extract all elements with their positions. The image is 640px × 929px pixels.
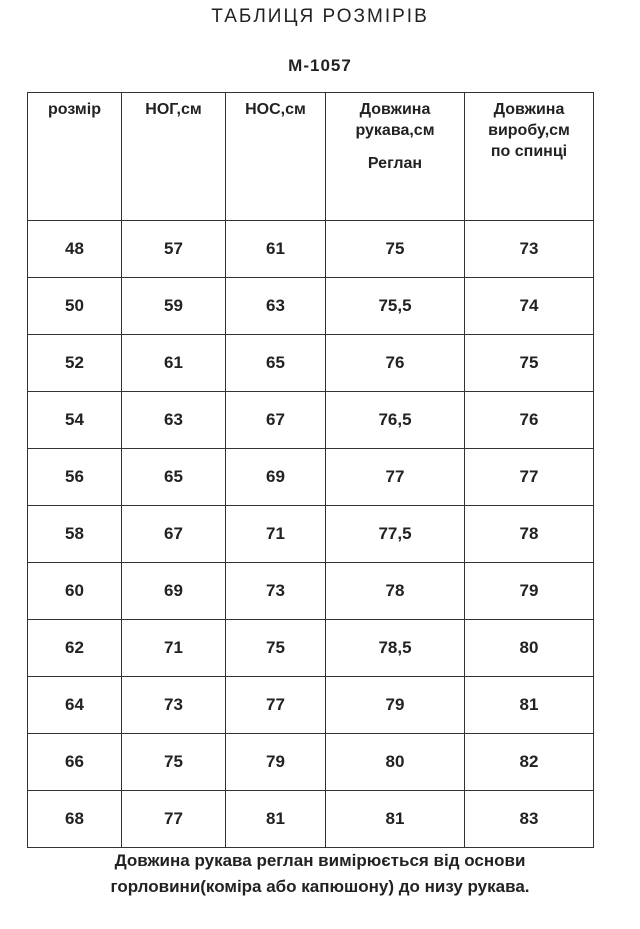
cell-back-length: 74 xyxy=(465,278,594,335)
header-sleeve-length: Довжина рукава,см Реглан xyxy=(326,93,465,221)
cell-chest: 73 xyxy=(122,677,226,734)
cell-size: 58 xyxy=(28,506,122,563)
cell-sleeve: 75 xyxy=(326,221,465,278)
sleeve-note xyxy=(0,848,640,900)
cell-waist: 69 xyxy=(226,449,326,506)
cell-waist: 71 xyxy=(226,506,326,563)
cell-back-length: 77 xyxy=(465,449,594,506)
table-row xyxy=(28,221,594,278)
cell-waist: 75 xyxy=(226,620,326,677)
page-title: ТАБЛИЦЯ РОЗМІРІВ xyxy=(211,6,429,27)
cell-size: 50 xyxy=(28,278,122,335)
cell-size: 54 xyxy=(28,392,122,449)
cell-chest: 65 xyxy=(122,449,226,506)
header-chest: НОГ,см xyxy=(122,93,226,221)
cell-chest: 71 xyxy=(122,620,226,677)
header-size: розмір xyxy=(28,93,122,221)
header-waist: НОС,см xyxy=(226,93,326,221)
header-row xyxy=(28,93,594,221)
cell-chest: 61 xyxy=(122,335,226,392)
cell-waist: 79 xyxy=(226,734,326,791)
cell-back-length: 76 xyxy=(465,392,594,449)
table-row xyxy=(28,563,594,620)
cell-waist: 73 xyxy=(226,563,326,620)
cell-chest: 69 xyxy=(122,563,226,620)
table-row xyxy=(28,620,594,677)
cell-size: 60 xyxy=(28,563,122,620)
table-row xyxy=(28,449,594,506)
cell-back-length: 83 xyxy=(465,791,594,848)
cell-sleeve: 75,5 xyxy=(326,278,465,335)
cell-chest: 67 xyxy=(122,506,226,563)
cell-back-length: 75 xyxy=(465,335,594,392)
cell-sleeve: 77,5 xyxy=(326,506,465,563)
cell-size: 56 xyxy=(28,449,122,506)
cell-sleeve: 78,5 xyxy=(326,620,465,677)
table-row xyxy=(28,278,594,335)
cell-back-length: 82 xyxy=(465,734,594,791)
cell-chest: 63 xyxy=(122,392,226,449)
table-row xyxy=(28,791,594,848)
header-back-length: Довжина виробу,см по спинці xyxy=(465,93,594,221)
header-raglan-label: Реглан xyxy=(367,155,423,172)
model-code: M-1057 xyxy=(288,56,352,75)
cell-sleeve: 81 xyxy=(326,791,465,848)
cell-sleeve: 78 xyxy=(326,563,465,620)
cell-waist: 67 xyxy=(226,392,326,449)
cell-sleeve: 77 xyxy=(326,449,465,506)
cell-chest: 77 xyxy=(122,791,226,848)
size-table xyxy=(27,92,594,848)
cell-sleeve: 80 xyxy=(326,734,465,791)
cell-chest: 57 xyxy=(122,221,226,278)
cell-waist: 63 xyxy=(226,278,326,335)
cell-chest: 59 xyxy=(122,278,226,335)
table-row xyxy=(28,335,594,392)
cell-back-length: 73 xyxy=(465,221,594,278)
cell-sleeve: 76 xyxy=(326,335,465,392)
note-line-1: Довжина рукава реглан вимірюється від основи xyxy=(114,851,526,870)
table-row xyxy=(28,734,594,791)
cell-size: 68 xyxy=(28,791,122,848)
cell-back-length: 80 xyxy=(465,620,594,677)
cell-size: 48 xyxy=(28,221,122,278)
cell-size: 52 xyxy=(28,335,122,392)
cell-waist: 65 xyxy=(226,335,326,392)
table-row xyxy=(28,506,594,563)
cell-back-length: 81 xyxy=(465,677,594,734)
table-row xyxy=(28,677,594,734)
cell-size: 64 xyxy=(28,677,122,734)
table-body xyxy=(28,221,594,848)
cell-back-length: 78 xyxy=(465,506,594,563)
cell-size: 62 xyxy=(28,620,122,677)
cell-size: 66 xyxy=(28,734,122,791)
cell-waist: 61 xyxy=(226,221,326,278)
cell-waist: 81 xyxy=(226,791,326,848)
cell-back-length: 79 xyxy=(465,563,594,620)
cell-waist: 77 xyxy=(226,677,326,734)
note-line-2: горловини(коміра або капюшону) до низу рукава. xyxy=(110,877,530,896)
cell-sleeve: 79 xyxy=(326,677,465,734)
table-row xyxy=(28,392,594,449)
cell-chest: 75 xyxy=(122,734,226,791)
cell-sleeve: 76,5 xyxy=(326,392,465,449)
